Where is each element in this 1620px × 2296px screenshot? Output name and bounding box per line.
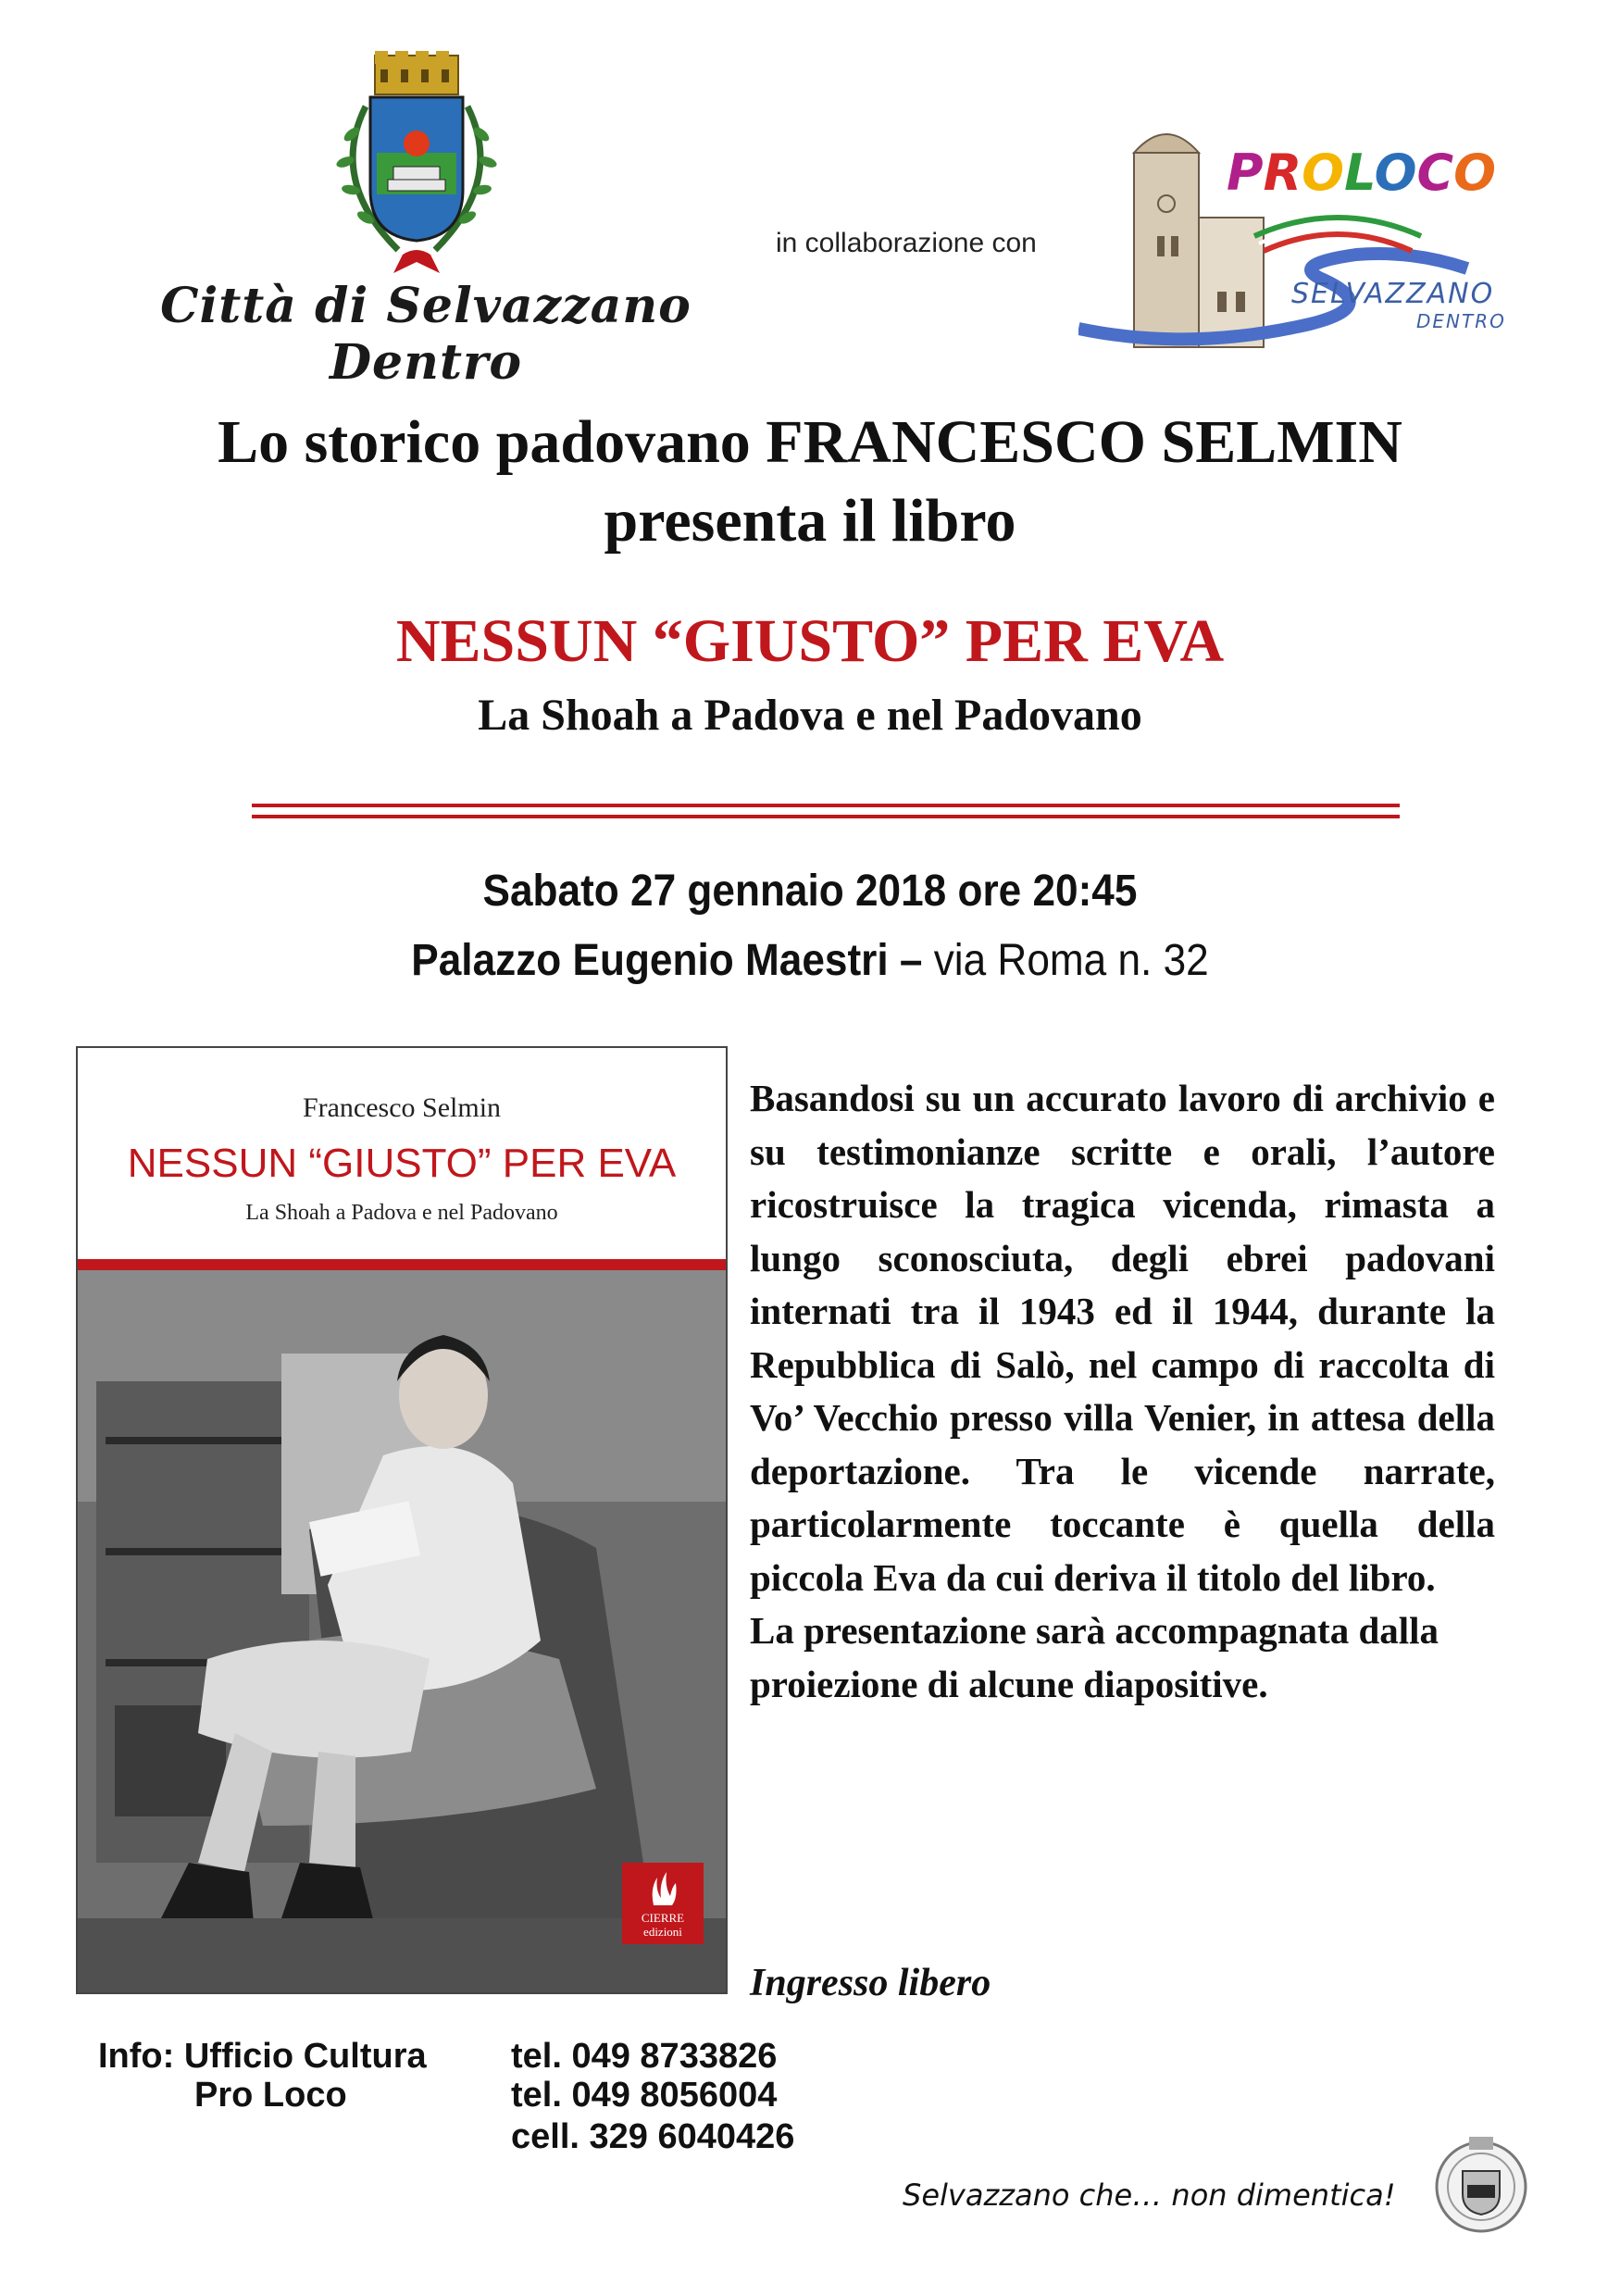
divider-line (252, 804, 1400, 807)
headline-presents-book: presenta il libro (604, 487, 1016, 555)
event-address: via Roma n. 32 (922, 936, 1209, 985)
entry-note: Ingresso libero (750, 1962, 991, 2004)
publisher-name-line2: edizioni (643, 1925, 682, 1939)
info-phone-office: tel. 049 8733826 (511, 2037, 778, 2076)
publisher-flame-icon (648, 1870, 678, 1907)
book-description (750, 1072, 1495, 1711)
book-title: NESSUN “GIUSTO” PER EVA (395, 607, 1225, 675)
proloco-logo (1078, 116, 1560, 375)
description-paragraph: Basandosi su un accurato lavoro di archivio e su testimonianze scritte e orali, l’autore ricostruisce la tragica vicenda, rimasta a lungo sconosciuta, degli ebrei padovani internati tra il 1943 ed il 1944, durante la Repubblica di Salò, nel campo di raccolta di Vo’ Vecchio presso villa Venier, in attesa della deportazione. Tra le vicende narrate, particolarmente toccante è quella della piccola Eva da cui deriva il titolo del libro. (750, 1077, 1495, 1599)
event-date: Sabato 27 gennaio 2018 ore 20:45 (482, 867, 1138, 916)
cover-title: NESSUN “GIUSTO” PER EVA (127, 1141, 677, 1186)
info-phone-proloco: tel. 049 8056004 (511, 2076, 778, 2115)
proloco-town-suffix: DENTRO (1416, 310, 1506, 332)
svg-text:PROLOCO: PROLOCO (1227, 144, 1497, 202)
publisher-logo (622, 1863, 704, 1944)
cover-subtitle: La Shoah a Padova e nel Padovano (245, 1201, 558, 1225)
footer-slogan: Selvazzano che… non dimentica! (903, 2177, 1396, 2213)
city-coat-of-arms (310, 51, 523, 282)
info-label-office: Info: Ufficio Cultura (98, 2037, 427, 2076)
info-label-proloco: Pro Loco (194, 2076, 347, 2115)
book-cover (76, 1046, 728, 1994)
book-subtitle: La Shoah a Padova e nel Padovano (478, 691, 1142, 740)
event-place (65, 935, 1555, 986)
seal-emblem (1430, 2129, 1532, 2240)
proloco-town-name: SELVAZZANO (1291, 278, 1495, 310)
headline-presenter: Lo storico padovano FRANCESCO SELMIN (218, 408, 1402, 476)
publisher-name-line1: CIERRE (641, 1911, 685, 1925)
publisher-name (622, 1911, 704, 1939)
info-mobile-phone: cell. 329 6040426 (511, 2117, 795, 2156)
collaboration-text: in collaborazione con (776, 228, 1037, 258)
city-name: Città di Selvazzano Dentro (160, 278, 692, 391)
cover-author: Francesco Selmin (302, 1092, 502, 1123)
event-venue: Palazzo Eugenio Maestri – (411, 936, 923, 985)
cover-red-band (78, 1259, 726, 1270)
divider-line (252, 815, 1400, 818)
description-paragraph: La presentazione sarà accompagnata dalla proiezione di alcune diapositive. (750, 1609, 1439, 1705)
